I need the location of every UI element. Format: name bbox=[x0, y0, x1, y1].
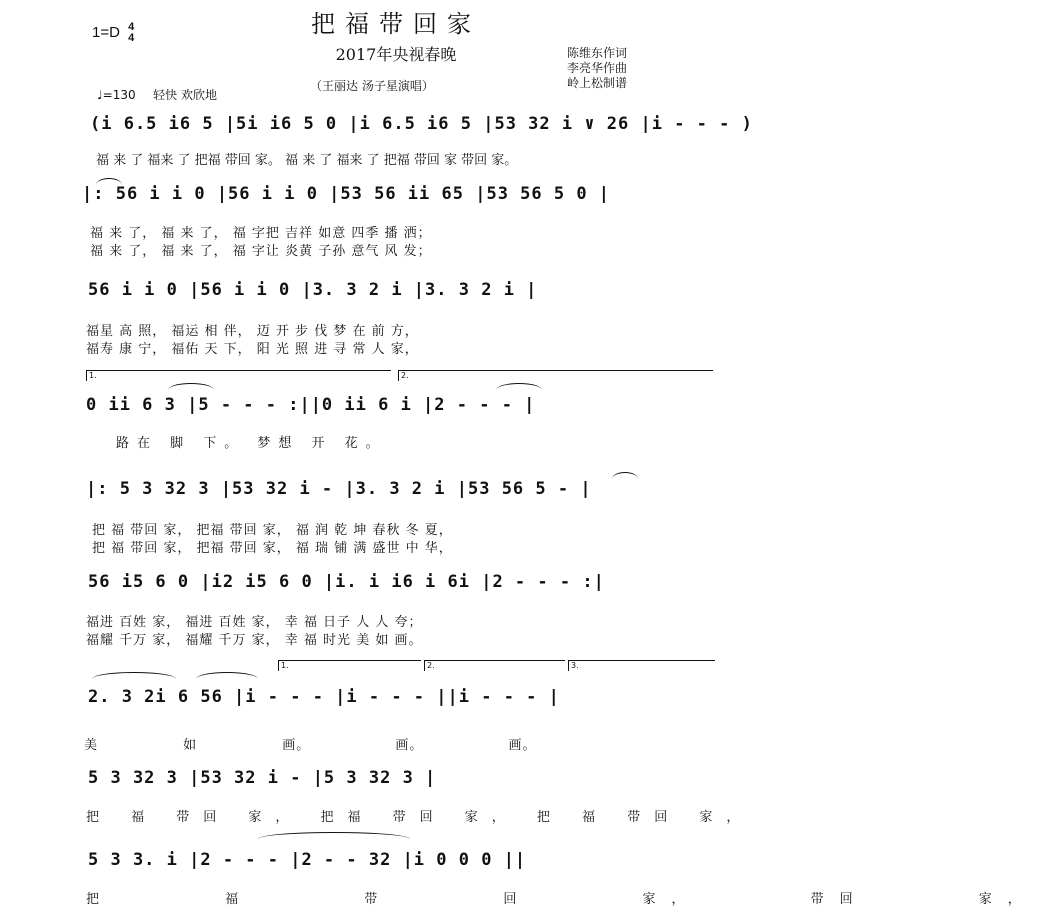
key-signature bbox=[92, 22, 134, 44]
credits bbox=[567, 46, 627, 91]
notation-line: 5 3 3. i |2 - - - |2 - - 32 |i 0 0 0 || bbox=[88, 850, 527, 870]
meter-top: 4 bbox=[128, 21, 135, 33]
lyric-line: 福星 高 照， 福运 相 伴， 迈 开 步 伐 梦 在 前 方， bbox=[86, 324, 419, 339]
notation-line: 56 i5 6 0 |i2 i5 6 0 |i. i i6 i 6i |2 - - - :| bbox=[88, 572, 605, 592]
slur bbox=[496, 383, 542, 390]
slur bbox=[196, 672, 258, 679]
notation-line: |: 56 i i 0 |56 i i 0 |53 56 ii 65 |53 56 5 0 | bbox=[82, 184, 611, 204]
expression-mark: 轻快 欢欣地 bbox=[153, 88, 217, 102]
song-subtitle: 2017年央视春晚 bbox=[335, 45, 457, 64]
lyric-line: 把 福 带回 家， 把福 带回 家， 把 福 带回 家， bbox=[86, 810, 754, 825]
lyricist: 陈维东作词 bbox=[567, 46, 628, 60]
volta-bracket-3: 3. bbox=[568, 660, 715, 671]
lyric-line: 福耀 千万 家， 福耀 千万 家， 幸 福 时光 美 如 画。 bbox=[86, 633, 423, 648]
slur bbox=[612, 472, 638, 479]
lyric-line: 把 福 带 回 家， 带回 家， bbox=[86, 892, 1037, 907]
volta-bracket-1: 1. bbox=[86, 370, 391, 381]
lyric-line: 福 来 了， 福 来 了， 福 字让 炎黄 子孙 意气 风 发； bbox=[90, 244, 432, 259]
volta-bracket-2: 2. bbox=[398, 370, 713, 381]
transcriber: 岭上松制谱 bbox=[567, 76, 628, 90]
lyric-line: 福 来 了， 福 来 了， 福 字把 吉祥 如意 四季 播 洒； bbox=[90, 226, 432, 241]
notation-line: 5 3 32 3 |53 32 i - |5 3 32 3 | bbox=[88, 768, 437, 788]
lyric-line: 福进 百姓 家， 福进 百姓 家， 幸 福 日子 人 人 夸； bbox=[86, 615, 423, 630]
time-signature bbox=[128, 22, 134, 44]
lyric-line: 路在 脚 下。 梦想 开 花。 bbox=[116, 436, 387, 451]
tempo-line bbox=[97, 86, 217, 103]
lyric-line: 福寿 康 宁， 福佑 天 下， 阳 光 照 进 寻 常 人 家， bbox=[86, 342, 419, 357]
slur bbox=[258, 832, 410, 839]
lyric-line: 把 福 带回 家， 把福 带回 家， 福 润 乾 坤 春秋 冬 夏， bbox=[92, 523, 453, 538]
slur bbox=[92, 672, 176, 679]
key-label: 1=D bbox=[92, 23, 120, 41]
volta-bracket-1: 1. bbox=[278, 660, 421, 671]
notation-line: (i 6.5 i6 5 |5i i6 5 0 |i 6.5 i6 5 |53 32 i ∨ 26 |i - - - ) bbox=[90, 114, 753, 134]
notation-line: |: 5 3 32 3 |53 32 i - |3. 3 2 i |53 56 5 - | bbox=[86, 479, 592, 499]
tempo-mark: ♩=130 bbox=[97, 88, 136, 102]
meter-bottom: 4 bbox=[128, 32, 135, 44]
notation-line: 2. 3 2i 6 56 |i - - - |i - - - ||i - - - | bbox=[88, 687, 560, 707]
volta-bracket-2: 2. bbox=[424, 660, 565, 671]
performers: （王丽达 汤子星演唱） bbox=[310, 79, 434, 93]
song-title: 把福带回家 bbox=[311, 10, 481, 38]
notation-line: 0 ii 6 3 |5 - - - :||0 ii 6 i |2 - - - | bbox=[86, 395, 536, 415]
lyric-line: 美 如 画。 画。 画。 bbox=[84, 738, 537, 753]
slur bbox=[168, 383, 214, 390]
lyric-line: 把 福 带回 家， 把福 带回 家， 福 瑞 铺 满 盛世 中 华， bbox=[92, 541, 453, 556]
composer: 李亮华作曲 bbox=[567, 61, 628, 75]
lyric-line: 福 来 了 福来 了 把福 带回 家。 福 来 了 福来 了 把福 带回 家 带回 家。 bbox=[96, 153, 518, 168]
notation-line: 56 i i 0 |56 i i 0 |3. 3 2 i |3. 3 2 i | bbox=[88, 280, 538, 300]
